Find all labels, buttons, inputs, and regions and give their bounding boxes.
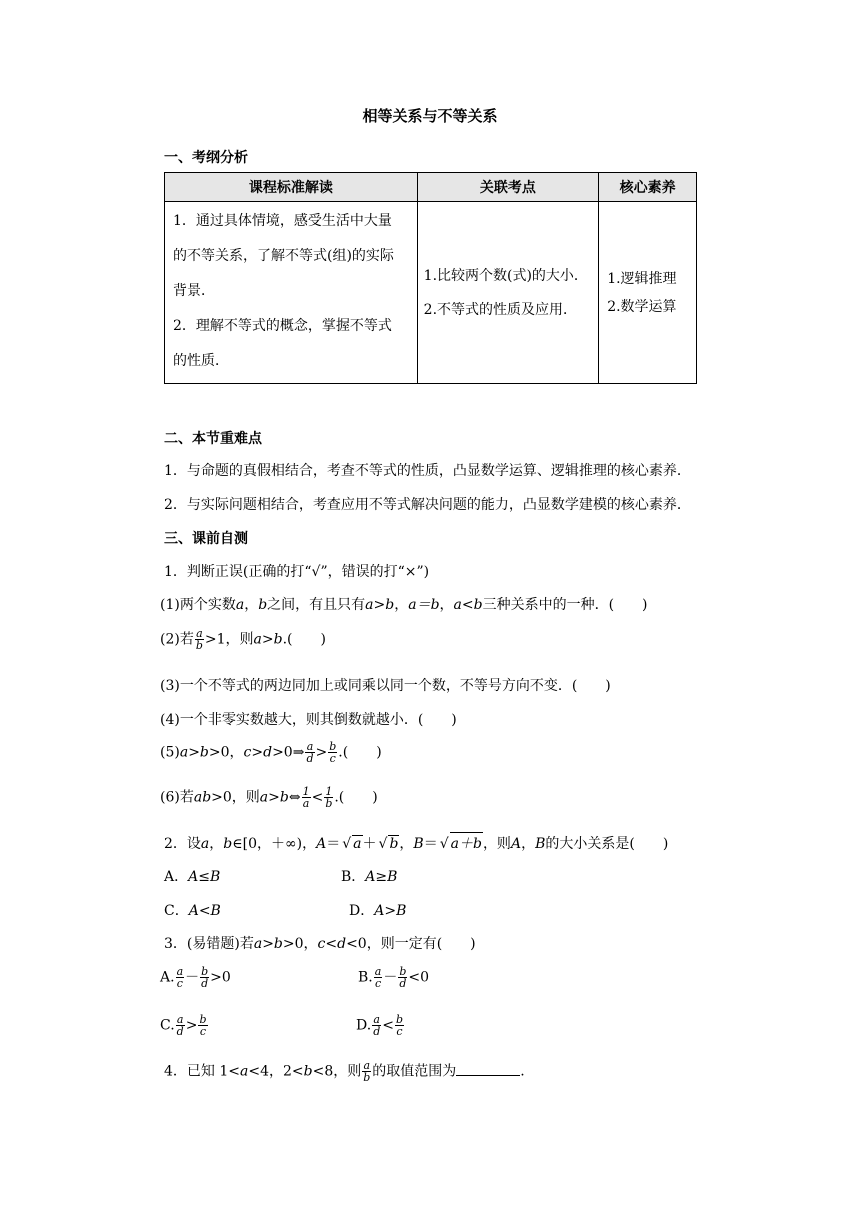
cell-line: 的不等关系，了解不等式(组)的实际: [173, 248, 394, 264]
option-c: C. $\frac{a}{d}$ > $\frac{b}{c}$: [160, 1013, 207, 1038]
table-header-cell: 关联考点: [417, 173, 599, 202]
table-header-row: [165, 173, 697, 202]
section-heading-1: 一、考纲分析: [164, 150, 248, 166]
cell-line: 2.不等式的性质及应用．: [423, 301, 578, 318]
fraction: $\frac{a}{d}$: [306, 740, 314, 765]
cell-line: 的性质．: [173, 353, 229, 369]
fraction: $\frac{a}{d}$: [176, 1013, 184, 1038]
statement-4: (4)一个非零实数越大，则其倒数就越小．( ): [160, 712, 457, 728]
table-cell-points: [417, 202, 599, 384]
table-cell-literacy: [599, 202, 697, 384]
fraction: $\frac{1}{a}$: [302, 785, 310, 810]
list-item: 1．与命题的真假相结合，考查不等式的性质，凸显数学运算、逻辑推理的核心素养．: [164, 463, 691, 479]
fraction: $\frac{b}{c}$: [395, 1013, 404, 1038]
question-4-stem: 4．已知 1<a<4，2<b<8，则 $\frac{a}{b}$ 的取值范围为 .: [164, 1059, 525, 1084]
statement-6: (6)若ab>0，则a>b⇔ $\frac{1}{a}$ < $\frac{1}{b}$ .( ): [160, 785, 378, 810]
table-header-cell: 核心素养: [599, 173, 697, 202]
fraction: $\frac{a}{c}$: [374, 965, 382, 990]
statement-1: (1)两个实数a，b之间，有且只有a>b，a＝b，a<b三种关系中的一种．( ): [160, 597, 648, 613]
syllabus-table: [164, 172, 697, 384]
answer-blank[interactable]: [456, 1063, 520, 1076]
cell-line: 2．理解不等式的概念，掌握不等式: [173, 318, 392, 334]
table-row: [165, 202, 697, 384]
fraction: $\frac{b}{c}$: [199, 1013, 207, 1038]
section-heading-3: 三、课前自测: [164, 531, 248, 547]
fraction: $\frac{a}{c}$: [176, 965, 184, 990]
fraction: $\frac{b}{d}$: [201, 965, 209, 990]
cell-line: 1．通过具体情境，感受生活中大量: [173, 213, 392, 229]
cell-line: 2.数学运算: [607, 298, 677, 315]
question-2-stem: 2．设a，b∈[0，＋∞)，A＝ √ a＋ √ b，B＝ √ a＋b，则A，B的大小关系是( ): [164, 832, 668, 853]
option-a: A. $\frac{a}{c}$ － $\frac{b}{d}$ >0: [160, 965, 231, 990]
cell-line: 背景．: [173, 283, 215, 299]
option-d: D. $\frac{a}{d}$ < $\frac{b}{c}$: [356, 1013, 404, 1038]
list-item: 2．与实际问题相结合，考查应用不等式解决问题的能力，凸显数学建模的核心素养．: [164, 497, 691, 513]
statement-2: (2)若 $\frac{a}{b}$ >1，则a>b.( ): [160, 627, 326, 652]
fraction: $\frac{1}{b}$: [325, 785, 333, 810]
cell-line: 1.比较两个数(式)的大小．: [423, 267, 588, 284]
question-1-stem: 1．判断正误(正确的打“√”，错误的打“×”): [164, 564, 430, 580]
cell-line: 1.逻辑推理: [607, 270, 677, 287]
option-a: A．A≤B: [164, 869, 221, 885]
fraction: $\frac{a}{b}$: [363, 1059, 371, 1084]
question-3-stem: 3．(易错题)若a>b>0，c<d<0，则一定有( ): [164, 936, 476, 952]
table-header-cell: 课程标准解读: [165, 173, 418, 202]
table-cell-standards: [165, 202, 418, 384]
fraction: $\frac{b}{c}$: [329, 740, 337, 765]
section-heading-2: 二、本节重难点: [164, 431, 262, 447]
fraction: $\frac{a}{d}$: [373, 1013, 381, 1038]
option-b: B. $\frac{a}{c}$ － $\frac{b}{d}$ <0: [358, 965, 429, 990]
fraction: $\frac{a}{b}$: [195, 627, 203, 652]
option-c: C．A<B: [164, 903, 221, 919]
page-title: 相等关系与不等关系: [362, 107, 498, 125]
statement-5: (5)a>b>0，c>d>0⇒ $\frac{a}{d}$ > $\frac{b}{c}$ .( ): [160, 740, 382, 765]
fraction: $\frac{b}{d}$: [399, 965, 407, 990]
option-d: D．A>B: [349, 903, 407, 919]
statement-3: (3)一个不等式的两边同加上或同乘以同一个数，不等号方向不变．( ): [160, 678, 611, 694]
option-b: B．A≥B: [341, 869, 398, 885]
